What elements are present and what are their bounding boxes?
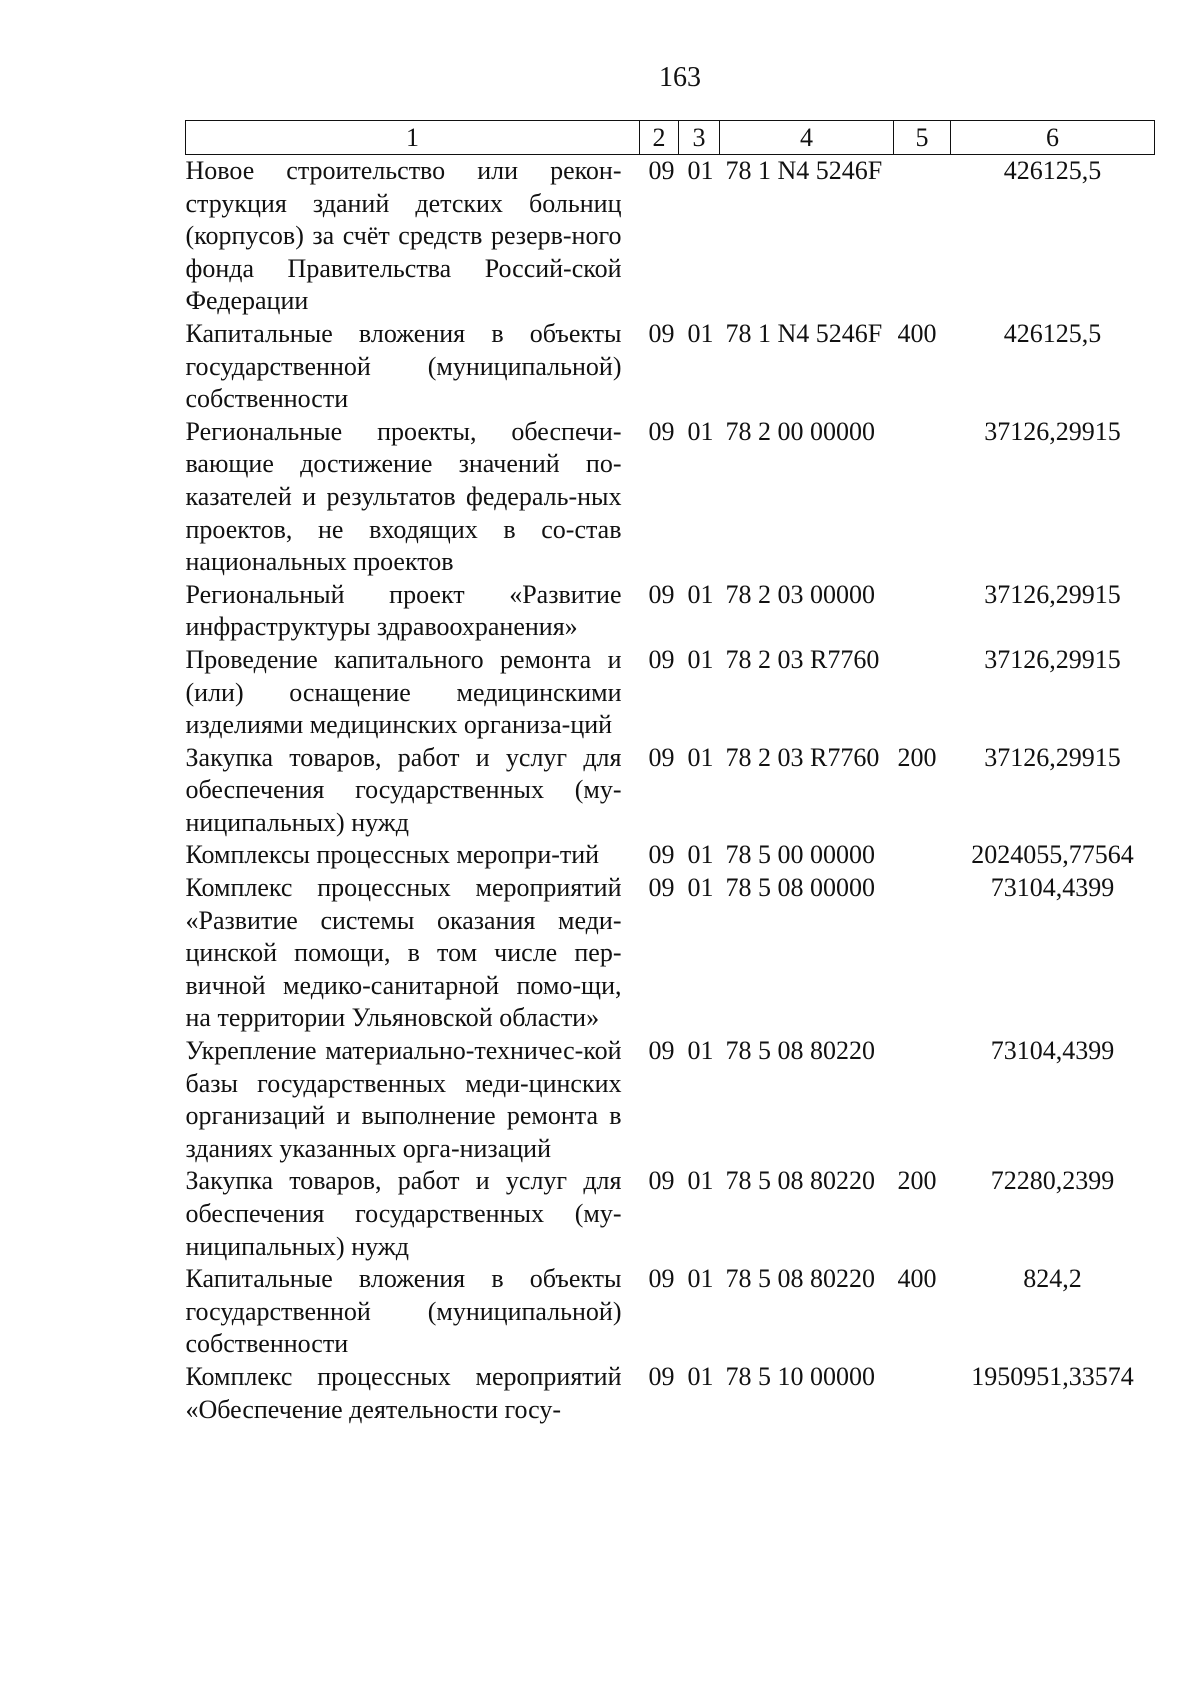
row-amount: 73104,4399 — [990, 873, 1115, 903]
row-target-code: 78 1 N4 5246F — [725, 318, 883, 348]
row-target-code: 78 2 03 00000 — [725, 579, 875, 609]
row-subsection: 01 — [687, 1036, 714, 1066]
row-section: 09 — [648, 318, 675, 348]
row-section: 09 — [648, 1166, 675, 1196]
table-row — [186, 644, 1155, 742]
table-row — [186, 742, 1155, 840]
row-subsection: 01 — [687, 416, 714, 446]
row-section: 09 — [648, 1264, 675, 1294]
row-section: 09 — [648, 579, 675, 609]
row-subsection: 01 — [687, 742, 714, 772]
row-target-code: 78 5 08 80220 — [725, 1036, 875, 1066]
row-amount: 37126,29915 — [984, 416, 1121, 446]
row-subsection: 01 — [687, 1361, 714, 1391]
row-expense-type — [894, 1035, 951, 1165]
table-row — [186, 872, 1155, 1035]
table-header — [186, 121, 1155, 155]
row-target-code: 78 2 03 R7760 — [725, 644, 880, 674]
row-expense-type — [894, 839, 951, 872]
row-amount: 2024055,77564 — [971, 840, 1134, 870]
row-amount: 37126,29915 — [984, 742, 1121, 772]
row-amount: 37126,29915 — [984, 644, 1121, 674]
row-target-code: 78 5 00 00000 — [725, 840, 875, 870]
row-subsection: 01 — [687, 840, 714, 870]
header-col-6: 6 — [951, 121, 1155, 155]
row-target-code: 78 5 10 00000 — [725, 1361, 875, 1391]
table-row — [186, 1035, 1155, 1165]
row-expense-type: 200 — [897, 1166, 937, 1196]
row-name: Комплекс процессных мероприятий «Развитие системы оказания меди-цинской помощи, в том числе пер-вичной медико-санитарной помо-щи, на территории Ульяновской области» — [185, 873, 622, 1033]
row-name: Закупка товаров, работ и услуг для обеспечения государственных (му-ниципальных) нужд — [185, 1166, 622, 1261]
row-target-code: 78 5 08 00000 — [725, 873, 875, 903]
row-target-code: 78 2 03 R7760 — [725, 742, 880, 772]
row-target-code: 78 5 08 80220 — [725, 1166, 875, 1196]
row-name: Укрепление материально-техничес-кой базы государственных меди-цинских организаций и выполнение ремонта в зданиях указанных орга-низаций — [185, 1036, 622, 1163]
row-subsection: 01 — [687, 873, 714, 903]
table-row — [186, 1165, 1155, 1263]
row-expense-type — [894, 155, 951, 318]
row-section: 09 — [648, 742, 675, 772]
row-expense-type: 400 — [897, 1264, 937, 1294]
row-expense-type — [894, 872, 951, 1035]
row-expense-type: 200 — [897, 742, 937, 772]
row-target-code: 78 2 00 00000 — [725, 416, 875, 446]
header-col-2: 2 — [640, 121, 679, 155]
row-subsection: 01 — [687, 1166, 714, 1196]
row-subsection: 01 — [687, 579, 714, 609]
row-amount: 1950951,33574 — [971, 1361, 1134, 1391]
row-name: Региональный проект «Развитие инфраструктуры здравоохранения» — [185, 579, 622, 642]
row-amount: 37126,29915 — [984, 579, 1121, 609]
row-section: 09 — [648, 840, 675, 870]
row-subsection: 01 — [687, 156, 714, 185]
row-name: Проведение капитального ремонта и (или) оснащение медицинскими изделиями медицинских организа-ций — [185, 644, 622, 740]
row-name: Капитальные вложения в объекты государственной (муниципальной) собственности — [185, 1264, 622, 1359]
row-subsection: 01 — [687, 644, 714, 674]
row-amount: 73104,4399 — [990, 1036, 1115, 1066]
header-row — [186, 121, 1155, 155]
row-section: 09 — [648, 156, 675, 185]
row-section: 09 — [648, 1361, 675, 1391]
table-body — [186, 155, 1155, 1427]
row-amount: 426125,5 — [1003, 318, 1102, 348]
table-row — [186, 416, 1155, 579]
row-section: 09 — [648, 873, 675, 903]
row-target-code: 78 1 N4 5246F — [725, 156, 883, 185]
row-subsection: 01 — [687, 318, 714, 348]
header-col-4: 4 — [720, 121, 894, 155]
row-expense-type — [894, 416, 951, 579]
row-name: Комплексы процессных меропри-тий — [185, 840, 600, 870]
table-row — [186, 1263, 1155, 1361]
table-row — [186, 318, 1155, 416]
row-expense-type: 400 — [897, 318, 937, 348]
row-amount: 426125,5 — [1003, 156, 1102, 185]
header-col-1: 1 — [186, 121, 640, 155]
row-section: 09 — [648, 416, 675, 446]
row-section: 09 — [648, 644, 675, 674]
row-amount: 72280,2399 — [990, 1166, 1115, 1196]
table-row — [186, 155, 1155, 318]
row-name: Новое строительство или рекон-струкция зданий детских больниц (корпусов) за счёт средств резерв-ного фонда Правительства Россий-ской Федерации — [185, 156, 622, 316]
header-col-3: 3 — [679, 121, 720, 155]
row-name: Комплекс процессных мероприятий «Обеспечение деятельности госу- — [185, 1361, 622, 1424]
table-row — [186, 579, 1155, 644]
table-row — [186, 839, 1155, 872]
header-col-5: 5 — [894, 121, 951, 155]
row-section: 09 — [648, 1036, 675, 1066]
budget-table — [185, 120, 1155, 1426]
row-expense-type — [894, 1361, 951, 1426]
row-name: Закупка товаров, работ и услуг для обеспечения государственных (му-ниципальных) нужд — [185, 742, 622, 837]
row-target-code: 78 5 08 80220 — [725, 1264, 875, 1294]
table-row — [186, 1361, 1155, 1426]
row-expense-type — [894, 644, 951, 742]
row-subsection: 01 — [687, 1264, 714, 1294]
row-expense-type — [894, 579, 951, 644]
row-name: Капитальные вложения в объекты государственной (муниципальной) собственности — [185, 318, 622, 414]
row-amount: 824,2 — [1023, 1264, 1082, 1294]
page-number: 163 — [659, 62, 701, 93]
row-name: Региональные проекты, обеспечи-вающие достижение значений по-казателей и результатов федераль-ных проектов, не входящих в со-став национальных проектов — [185, 416, 622, 577]
